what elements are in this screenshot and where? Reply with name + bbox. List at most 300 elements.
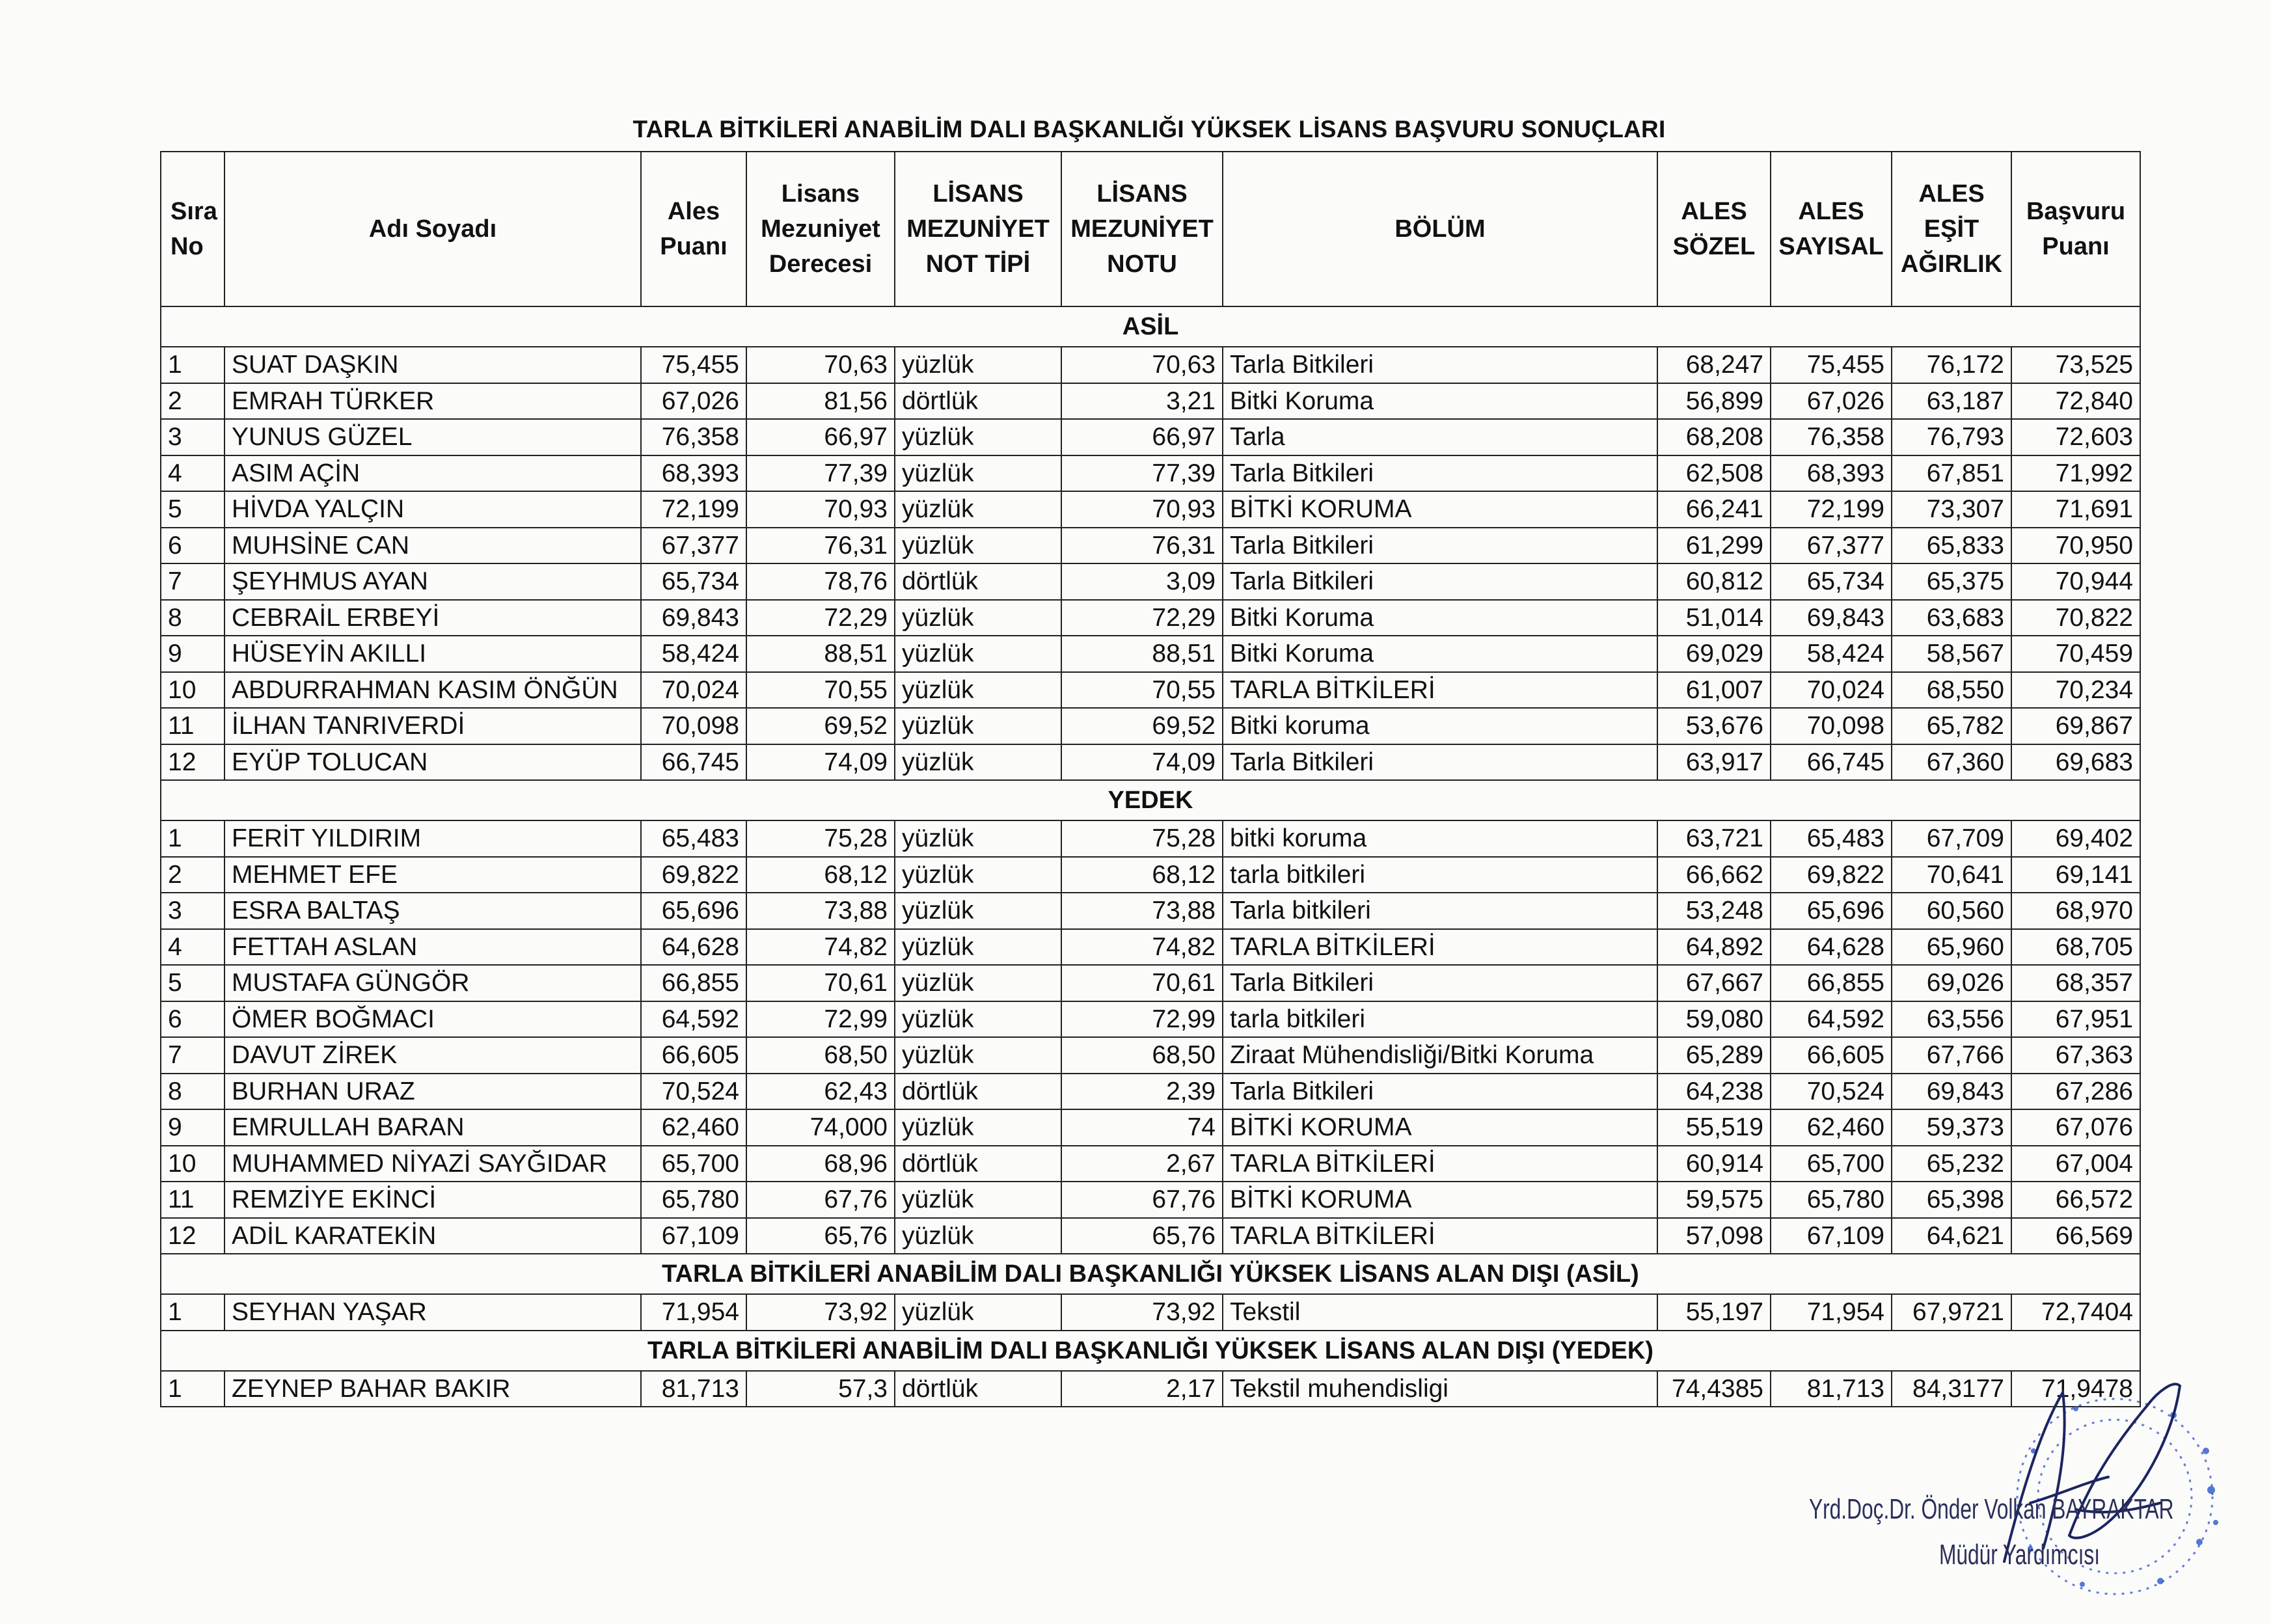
table-row <box>161 744 2140 781</box>
cell-ales-sayisal: 70,524 <box>1771 1074 1892 1110</box>
cell-lisans-notu: 70,93 <box>1061 491 1223 528</box>
header-adi-soyadi: Adı Soyadı <box>224 152 641 306</box>
cell-sira-no: 8 <box>161 1074 224 1110</box>
table-row <box>161 563 2140 600</box>
cell-ales-sayisal: 81,713 <box>1771 1371 1892 1407</box>
cell-ales-esit-agirlik: 65,375 <box>1892 563 2011 600</box>
cell-ales-sozel: 55,197 <box>1657 1294 1771 1331</box>
table-row <box>161 893 2140 929</box>
cell-basvuru-puani: 69,402 <box>2011 820 2140 857</box>
cell-adi-soyadi: ASIM AÇİN <box>224 455 641 492</box>
cell-ales-sozel: 59,575 <box>1657 1182 1771 1218</box>
cell-adi-soyadi: EMRAH TÜRKER <box>224 383 641 420</box>
cell-adi-soyadi: MUHSİNE CAN <box>224 528 641 564</box>
cell-lisans-notu: 75,28 <box>1061 820 1223 857</box>
section-label: TARLA BİTKİLERİ ANABİLİM DALI BAŞKANLIĞI YÜKSEK LİSANS ALAN DIŞI (YEDEK) <box>161 1331 2140 1371</box>
cell-not-tipi: yüzlük <box>895 455 1061 492</box>
cell-lisans-mezuniyet-derecesi: 57,3 <box>746 1371 895 1407</box>
cell-sira-no: 11 <box>161 1182 224 1218</box>
cell-sira-no: 1 <box>161 1294 224 1331</box>
cell-ales-sayisal: 70,024 <box>1771 672 1892 709</box>
cell-ales-puani: 70,524 <box>641 1074 746 1110</box>
cell-ales-sayisal: 67,026 <box>1771 383 1892 420</box>
cell-ales-sozel: 68,208 <box>1657 419 1771 455</box>
cell-lisans-notu: 3,09 <box>1061 563 1223 600</box>
cell-adi-soyadi: ZEYNEP BAHAR BAKIR <box>224 1371 641 1407</box>
cell-not-tipi: yüzlük <box>895 965 1061 1001</box>
header-lisans-mezuniyet-derecesi: Lisans Mezuniyet Derecesi <box>746 152 895 306</box>
cell-ales-sozel: 64,892 <box>1657 929 1771 966</box>
cell-sira-no: 1 <box>161 820 224 857</box>
cell-not-tipi: yüzlük <box>895 708 1061 744</box>
cell-adi-soyadi: ÖMER BOĞMACI <box>224 1001 641 1038</box>
cell-sira-no: 9 <box>161 636 224 672</box>
cell-ales-sozel: 55,519 <box>1657 1109 1771 1146</box>
cell-ales-sozel: 74,4385 <box>1657 1371 1771 1407</box>
cell-basvuru-puani: 69,141 <box>2011 857 2140 893</box>
cell-not-tipi: yüzlük <box>895 857 1061 893</box>
cell-bolum: Tekstil <box>1223 1294 1657 1331</box>
cell-adi-soyadi: FETTAH ASLAN <box>224 929 641 966</box>
cell-ales-sayisal: 65,734 <box>1771 563 1892 600</box>
cell-sira-no: 10 <box>161 1146 224 1182</box>
cell-not-tipi: yüzlük <box>895 1294 1061 1331</box>
cell-basvuru-puani: 67,951 <box>2011 1001 2140 1038</box>
cell-lisans-mezuniyet-derecesi: 74,09 <box>746 744 895 781</box>
cell-ales-sozel: 68,247 <box>1657 347 1771 383</box>
cell-adi-soyadi: BURHAN URAZ <box>224 1074 641 1110</box>
cell-not-tipi: yüzlük <box>895 893 1061 929</box>
cell-sira-no: 2 <box>161 857 224 893</box>
cell-adi-soyadi: CEBRAİL ERBEYİ <box>224 600 641 636</box>
cell-ales-puani: 67,109 <box>641 1218 746 1254</box>
cell-ales-sozel: 66,662 <box>1657 857 1771 893</box>
cell-bolum: BİTKİ KORUMA <box>1223 491 1657 528</box>
cell-lisans-notu: 73,92 <box>1061 1294 1223 1331</box>
cell-sira-no: 9 <box>161 1109 224 1146</box>
cell-not-tipi: dörtlük <box>895 1146 1061 1182</box>
cell-basvuru-puani: 70,234 <box>2011 672 2140 709</box>
cell-lisans-mezuniyet-derecesi: 69,52 <box>746 708 895 744</box>
cell-basvuru-puani: 70,459 <box>2011 636 2140 672</box>
cell-bolum: Bitki koruma <box>1223 708 1657 744</box>
table-row <box>161 636 2140 672</box>
cell-adi-soyadi: MEHMET EFE <box>224 857 641 893</box>
cell-basvuru-puani: 70,822 <box>2011 600 2140 636</box>
cell-ales-esit-agirlik: 65,833 <box>1892 528 2011 564</box>
cell-lisans-mezuniyet-derecesi: 72,29 <box>746 600 895 636</box>
cell-bolum: Bitki Koruma <box>1223 383 1657 420</box>
cell-bolum: TARLA BİTKİLERİ <box>1223 1146 1657 1182</box>
cell-sira-no: 7 <box>161 563 224 600</box>
cell-ales-sayisal: 66,745 <box>1771 744 1892 781</box>
cell-sira-no: 1 <box>161 1371 224 1407</box>
cell-bolum: tarla bitkileri <box>1223 1001 1657 1038</box>
cell-ales-sozel: 57,098 <box>1657 1218 1771 1254</box>
cell-ales-sayisal: 68,393 <box>1771 455 1892 492</box>
cell-ales-esit-agirlik: 84,3177 <box>1892 1371 2011 1407</box>
cell-not-tipi: yüzlük <box>895 347 1061 383</box>
cell-ales-esit-agirlik: 67,9721 <box>1892 1294 2011 1331</box>
cell-lisans-notu: 70,61 <box>1061 965 1223 1001</box>
table-row <box>161 965 2140 1001</box>
cell-sira-no: 2 <box>161 383 224 420</box>
table-row <box>161 857 2140 893</box>
cell-bolum: Bitki Koruma <box>1223 636 1657 672</box>
cell-not-tipi: yüzlük <box>895 1218 1061 1254</box>
cell-ales-sozel: 61,007 <box>1657 672 1771 709</box>
cell-not-tipi: dörtlük <box>895 383 1061 420</box>
table-row <box>161 1001 2140 1038</box>
cell-not-tipi: yüzlük <box>895 1037 1061 1074</box>
cell-adi-soyadi: EMRULLAH BARAN <box>224 1109 641 1146</box>
cell-ales-esit-agirlik: 58,567 <box>1892 636 2011 672</box>
cell-ales-puani: 65,483 <box>641 820 746 857</box>
cell-bolum: Ziraat Mühendisliği/Bitki Koruma <box>1223 1037 1657 1074</box>
cell-basvuru-puani: 69,683 <box>2011 744 2140 781</box>
cell-not-tipi: dörtlük <box>895 563 1061 600</box>
cell-lisans-notu: 70,55 <box>1061 672 1223 709</box>
cell-bolum: BİTKİ KORUMA <box>1223 1109 1657 1146</box>
cell-ales-esit-agirlik: 67,766 <box>1892 1037 2011 1074</box>
cell-ales-sayisal: 76,358 <box>1771 419 1892 455</box>
cell-ales-sayisal: 64,628 <box>1771 929 1892 966</box>
section-header-row <box>161 1254 2140 1294</box>
cell-bolum: Tarla Bitkileri <box>1223 563 1657 600</box>
cell-ales-sayisal: 67,377 <box>1771 528 1892 564</box>
cell-sira-no: 4 <box>161 455 224 492</box>
header-ales-sayisal: ALES SAYISAL <box>1771 152 1892 306</box>
cell-adi-soyadi: MUSTAFA GÜNGÖR <box>224 965 641 1001</box>
cell-bolum: BİTKİ KORUMA <box>1223 1182 1657 1218</box>
cell-lisans-mezuniyet-derecesi: 88,51 <box>746 636 895 672</box>
results-table <box>160 151 2141 1407</box>
cell-sira-no: 1 <box>161 347 224 383</box>
cell-lisans-notu: 76,31 <box>1061 528 1223 564</box>
cell-ales-sayisal: 72,199 <box>1771 491 1892 528</box>
cell-ales-sayisal: 66,855 <box>1771 965 1892 1001</box>
cell-ales-sozel: 63,917 <box>1657 744 1771 781</box>
cell-ales-esit-agirlik: 69,026 <box>1892 965 2011 1001</box>
cell-sira-no: 4 <box>161 929 224 966</box>
cell-ales-sayisal: 69,843 <box>1771 600 1892 636</box>
table-row <box>161 491 2140 528</box>
table-row <box>161 1294 2140 1331</box>
cell-sira-no: 3 <box>161 419 224 455</box>
header-ales-sozel: ALES SÖZEL <box>1657 152 1771 306</box>
cell-basvuru-puani: 69,867 <box>2011 708 2140 744</box>
cell-ales-sozel: 63,721 <box>1657 820 1771 857</box>
cell-adi-soyadi: HÜSEYİN AKILLI <box>224 636 641 672</box>
cell-lisans-mezuniyet-derecesi: 70,63 <box>746 347 895 383</box>
cell-basvuru-puani: 67,363 <box>2011 1037 2140 1074</box>
table-row <box>161 820 2140 857</box>
table-row <box>161 1074 2140 1110</box>
cell-ales-sozel: 60,812 <box>1657 563 1771 600</box>
cell-bolum: TARLA BİTKİLERİ <box>1223 929 1657 966</box>
cell-adi-soyadi: ABDURRAHMAN KASIM ÖNĞÜN <box>224 672 641 709</box>
table-row <box>161 708 2140 744</box>
cell-lisans-mezuniyet-derecesi: 78,76 <box>746 563 895 600</box>
section-label: YEDEK <box>161 780 2140 820</box>
cell-bolum: Bitki Koruma <box>1223 600 1657 636</box>
cell-ales-puani: 64,592 <box>641 1001 746 1038</box>
cell-lisans-notu: 68,12 <box>1061 857 1223 893</box>
cell-ales-sayisal: 70,098 <box>1771 708 1892 744</box>
cell-bolum: Tarla Bitkileri <box>1223 965 1657 1001</box>
cell-ales-sayisal: 58,424 <box>1771 636 1892 672</box>
table-row <box>161 347 2140 383</box>
cell-lisans-notu: 68,50 <box>1061 1037 1223 1074</box>
cell-basvuru-puani: 68,357 <box>2011 965 2140 1001</box>
cell-ales-sozel: 60,914 <box>1657 1146 1771 1182</box>
table-row <box>161 383 2140 420</box>
cell-basvuru-puani: 71,9478 <box>2011 1371 2140 1407</box>
cell-bolum: tarla bitkileri <box>1223 857 1657 893</box>
cell-ales-esit-agirlik: 67,851 <box>1892 455 2011 492</box>
cell-sira-no: 10 <box>161 672 224 709</box>
cell-bolum: bitki koruma <box>1223 820 1657 857</box>
cell-basvuru-puani: 66,572 <box>2011 1182 2140 1218</box>
cell-bolum: Tekstil muhendisligi <box>1223 1371 1657 1407</box>
table-row <box>161 1182 2140 1218</box>
cell-not-tipi: yüzlük <box>895 1001 1061 1038</box>
cell-adi-soyadi: SUAT DAŞKIN <box>224 347 641 383</box>
cell-ales-puani: 69,822 <box>641 857 746 893</box>
cell-lisans-notu: 74,09 <box>1061 744 1223 781</box>
cell-not-tipi: yüzlük <box>895 600 1061 636</box>
cell-basvuru-puani: 66,569 <box>2011 1218 2140 1254</box>
cell-basvuru-puani: 70,950 <box>2011 528 2140 564</box>
cell-lisans-notu: 69,52 <box>1061 708 1223 744</box>
cell-adi-soyadi: REMZİYE EKİNCİ <box>224 1182 641 1218</box>
cell-ales-sayisal: 66,605 <box>1771 1037 1892 1074</box>
cell-bolum: Tarla Bitkileri <box>1223 455 1657 492</box>
cell-ales-esit-agirlik: 68,550 <box>1892 672 2011 709</box>
header-sira-no: Sıra No <box>161 152 224 306</box>
section-header-row <box>161 306 2140 347</box>
cell-ales-sozel: 62,508 <box>1657 455 1771 492</box>
cell-ales-puani: 76,358 <box>641 419 746 455</box>
cell-sira-no: 12 <box>161 744 224 781</box>
cell-ales-esit-agirlik: 69,843 <box>1892 1074 2011 1110</box>
cell-sira-no: 6 <box>161 1001 224 1038</box>
table-row <box>161 528 2140 564</box>
cell-lisans-mezuniyet-derecesi: 67,76 <box>746 1182 895 1218</box>
cell-lisans-mezuniyet-derecesi: 72,99 <box>746 1001 895 1038</box>
cell-bolum: Tarla Bitkileri <box>1223 347 1657 383</box>
cell-adi-soyadi: YUNUS GÜZEL <box>224 419 641 455</box>
section-label: ASİL <box>161 306 2140 347</box>
cell-ales-puani: 67,377 <box>641 528 746 564</box>
cell-ales-puani: 75,455 <box>641 347 746 383</box>
cell-ales-sozel: 53,248 <box>1657 893 1771 929</box>
cell-adi-soyadi: MUHAMMED NİYAZİ SAYĞIDAR <box>224 1146 641 1182</box>
cell-lisans-notu: 65,76 <box>1061 1218 1223 1254</box>
cell-adi-soyadi: ADİL KARATEKİN <box>224 1218 641 1254</box>
cell-basvuru-puani: 67,004 <box>2011 1146 2140 1182</box>
table-row <box>161 419 2140 455</box>
cell-ales-puani: 65,696 <box>641 893 746 929</box>
header-row <box>161 152 2140 306</box>
cell-ales-puani: 70,024 <box>641 672 746 709</box>
cell-ales-sayisal: 75,455 <box>1771 347 1892 383</box>
cell-ales-puani: 65,734 <box>641 563 746 600</box>
cell-lisans-mezuniyet-derecesi: 76,31 <box>746 528 895 564</box>
cell-lisans-mezuniyet-derecesi: 68,12 <box>746 857 895 893</box>
cell-not-tipi: yüzlük <box>895 1182 1061 1218</box>
cell-sira-no: 5 <box>161 491 224 528</box>
cell-lisans-mezuniyet-derecesi: 75,28 <box>746 820 895 857</box>
cell-not-tipi: yüzlük <box>895 528 1061 564</box>
cell-not-tipi: dörtlük <box>895 1371 1061 1407</box>
cell-lisans-notu: 72,99 <box>1061 1001 1223 1038</box>
cell-lisans-notu: 2,67 <box>1061 1146 1223 1182</box>
cell-basvuru-puani: 70,944 <box>2011 563 2140 600</box>
cell-basvuru-puani: 72,603 <box>2011 419 2140 455</box>
cell-lisans-mezuniyet-derecesi: 74,000 <box>746 1109 895 1146</box>
cell-ales-esit-agirlik: 70,641 <box>1892 857 2011 893</box>
cell-ales-puani: 81,713 <box>641 1371 746 1407</box>
table-row <box>161 1109 2140 1146</box>
section-label: TARLA BİTKİLERİ ANABİLİM DALI BAŞKANLIĞI YÜKSEK LİSANS ALAN DIŞI (ASİL) <box>161 1254 2140 1294</box>
cell-lisans-notu: 74 <box>1061 1109 1223 1146</box>
table-row <box>161 1218 2140 1254</box>
cell-ales-esit-agirlik: 59,373 <box>1892 1109 2011 1146</box>
table-row <box>161 600 2140 636</box>
section-header-row <box>161 780 2140 820</box>
cell-ales-esit-agirlik: 65,232 <box>1892 1146 2011 1182</box>
cell-ales-esit-agirlik: 67,709 <box>1892 820 2011 857</box>
cell-bolum: Tarla Bitkileri <box>1223 744 1657 781</box>
cell-ales-esit-agirlik: 64,621 <box>1892 1218 2011 1254</box>
cell-lisans-mezuniyet-derecesi: 62,43 <box>746 1074 895 1110</box>
cell-lisans-mezuniyet-derecesi: 74,82 <box>746 929 895 966</box>
cell-ales-sozel: 66,241 <box>1657 491 1771 528</box>
cell-ales-sozel: 64,238 <box>1657 1074 1771 1110</box>
cell-ales-esit-agirlik: 63,683 <box>1892 600 2011 636</box>
cell-ales-sozel: 61,299 <box>1657 528 1771 564</box>
cell-lisans-mezuniyet-derecesi: 70,55 <box>746 672 895 709</box>
cell-ales-puani: 58,424 <box>641 636 746 672</box>
cell-ales-puani: 67,026 <box>641 383 746 420</box>
cell-ales-puani: 66,745 <box>641 744 746 781</box>
cell-ales-sayisal: 71,954 <box>1771 1294 1892 1331</box>
cell-ales-sayisal: 65,696 <box>1771 893 1892 929</box>
table-row <box>161 672 2140 709</box>
cell-ales-sozel: 56,899 <box>1657 383 1771 420</box>
cell-ales-sozel: 59,080 <box>1657 1001 1771 1038</box>
cell-lisans-mezuniyet-derecesi: 77,39 <box>746 455 895 492</box>
cell-ales-esit-agirlik: 65,960 <box>1892 929 2011 966</box>
stamp-and-signature-graphic <box>1809 1353 2258 1614</box>
cell-sira-no: 12 <box>161 1218 224 1254</box>
cell-ales-sayisal: 65,483 <box>1771 820 1892 857</box>
header-ales-puani: Ales Puanı <box>641 152 746 306</box>
cell-bolum: TARLA BİTKİLERİ <box>1223 1218 1657 1254</box>
signatory-title: Müdür Yardımcısı <box>1939 1539 2101 1571</box>
cell-basvuru-puani: 72,7404 <box>2011 1294 2140 1331</box>
cell-not-tipi: yüzlük <box>895 744 1061 781</box>
cell-not-tipi: dörtlük <box>895 1074 1061 1110</box>
cell-ales-sayisal: 62,460 <box>1771 1109 1892 1146</box>
cell-lisans-mezuniyet-derecesi: 68,96 <box>746 1146 895 1182</box>
cell-ales-sayisal: 64,592 <box>1771 1001 1892 1038</box>
cell-sira-no: 11 <box>161 708 224 744</box>
header-bolum: BÖLÜM <box>1223 152 1657 306</box>
cell-ales-sozel: 51,014 <box>1657 600 1771 636</box>
cell-lisans-notu: 70,63 <box>1061 347 1223 383</box>
document-title: TARLA BİTKİLERİ ANABİLİM DALI BAŞKANLIĞI YÜKSEK LİSANS BAŞVURU SONUÇLARI <box>632 116 1666 142</box>
results-body <box>161 306 2140 1407</box>
cell-basvuru-puani: 73,525 <box>2011 347 2140 383</box>
cell-ales-puani: 65,700 <box>641 1146 746 1182</box>
cell-ales-puani: 62,460 <box>641 1109 746 1146</box>
cell-lisans-mezuniyet-derecesi: 70,93 <box>746 491 895 528</box>
cell-lisans-mezuniyet-derecesi: 70,61 <box>746 965 895 1001</box>
cell-bolum: Tarla Bitkileri <box>1223 528 1657 564</box>
cell-bolum: Tarla bitkileri <box>1223 893 1657 929</box>
cell-bolum: Tarla Bitkileri <box>1223 1074 1657 1110</box>
cell-lisans-notu: 73,88 <box>1061 893 1223 929</box>
cell-lisans-notu: 72,29 <box>1061 600 1223 636</box>
cell-ales-esit-agirlik: 67,360 <box>1892 744 2011 781</box>
cell-bolum: TARLA BİTKİLERİ <box>1223 672 1657 709</box>
cell-basvuru-puani: 68,705 <box>2011 929 2140 966</box>
cell-lisans-mezuniyet-derecesi: 68,50 <box>746 1037 895 1074</box>
header-basvuru-puani: Başvuru Puanı <box>2011 152 2140 306</box>
cell-ales-puani: 66,855 <box>641 965 746 1001</box>
cell-ales-sayisal: 69,822 <box>1771 857 1892 893</box>
cell-sira-no: 8 <box>161 600 224 636</box>
cell-ales-esit-agirlik: 63,556 <box>1892 1001 2011 1038</box>
cell-adi-soyadi: ŞEYHMUS AYAN <box>224 563 641 600</box>
cell-ales-sozel: 67,667 <box>1657 965 1771 1001</box>
table-row <box>161 1037 2140 1074</box>
cell-ales-esit-agirlik: 73,307 <box>1892 491 2011 528</box>
cell-lisans-notu: 74,82 <box>1061 929 1223 966</box>
cell-ales-sozel: 65,289 <box>1657 1037 1771 1074</box>
table-row <box>161 455 2140 492</box>
cell-sira-no: 5 <box>161 965 224 1001</box>
cell-ales-puani: 72,199 <box>641 491 746 528</box>
cell-sira-no: 7 <box>161 1037 224 1074</box>
cell-adi-soyadi: FERİT YILDIRIM <box>224 820 641 857</box>
cell-ales-esit-agirlik: 65,398 <box>1892 1182 2011 1218</box>
table-row <box>161 929 2140 966</box>
cell-lisans-mezuniyet-derecesi: 66,97 <box>746 419 895 455</box>
cell-ales-sozel: 53,676 <box>1657 708 1771 744</box>
cell-ales-puani: 66,605 <box>641 1037 746 1074</box>
cell-ales-esit-agirlik: 76,172 <box>1892 347 2011 383</box>
header-lisans-notu: LİSANS MEZUNİYET NOTU <box>1061 152 1223 306</box>
cell-lisans-mezuniyet-derecesi: 65,76 <box>746 1218 895 1254</box>
cell-basvuru-puani: 71,992 <box>2011 455 2140 492</box>
cell-lisans-mezuniyet-derecesi: 73,88 <box>746 893 895 929</box>
cell-ales-sayisal: 67,109 <box>1771 1218 1892 1254</box>
header-ales-esit-agirlik: ALES EŞİT AĞIRLIK <box>1892 152 2011 306</box>
cell-ales-esit-agirlik: 76,793 <box>1892 419 2011 455</box>
cell-lisans-mezuniyet-derecesi: 81,56 <box>746 383 895 420</box>
cell-not-tipi: yüzlük <box>895 419 1061 455</box>
cell-basvuru-puani: 71,691 <box>2011 491 2140 528</box>
cell-basvuru-puani: 68,970 <box>2011 893 2140 929</box>
cell-adi-soyadi: DAVUT ZİREK <box>224 1037 641 1074</box>
cell-basvuru-puani: 72,840 <box>2011 383 2140 420</box>
cell-lisans-notu: 67,76 <box>1061 1182 1223 1218</box>
cell-lisans-notu: 66,97 <box>1061 419 1223 455</box>
cell-ales-puani: 69,843 <box>641 600 746 636</box>
